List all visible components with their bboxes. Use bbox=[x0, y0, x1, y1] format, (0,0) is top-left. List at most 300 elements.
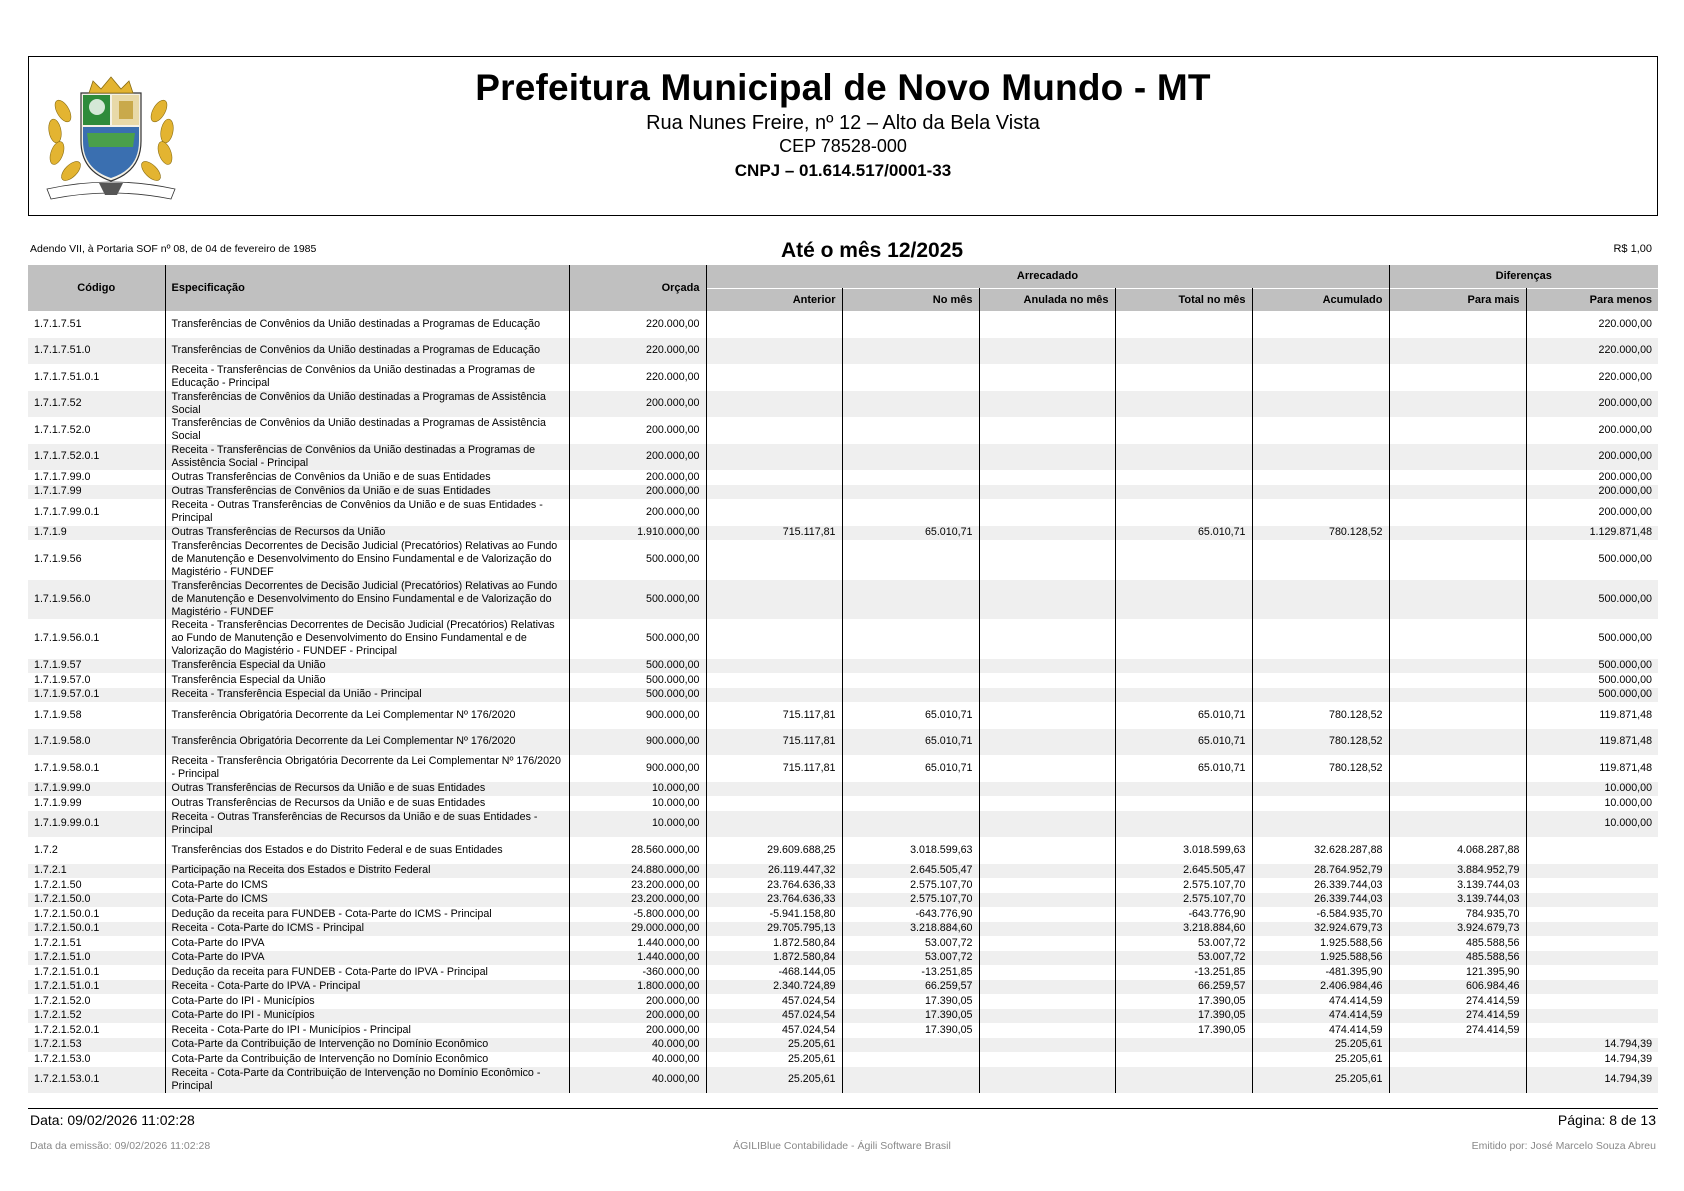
cell-codigo: 1.7.1.7.99.0.1 bbox=[34, 505, 100, 518]
cell-anterior: 715.117,81 bbox=[706, 702, 842, 729]
cell-para-menos: 1.129.871,48 bbox=[1526, 526, 1658, 541]
table-row bbox=[28, 391, 1658, 418]
cell-para-menos bbox=[1526, 907, 1658, 922]
cell-total-mes bbox=[1115, 796, 1252, 811]
cell-para-mais bbox=[1389, 470, 1526, 485]
cell-acumulado: 25.205,61 bbox=[1252, 1052, 1389, 1067]
cell-anterior bbox=[706, 782, 842, 797]
cell-anulada bbox=[979, 417, 1115, 444]
cell-codigo: 1.7.2.1.51.0 bbox=[28, 951, 165, 966]
cell-para-menos: 500.000,00 bbox=[1598, 553, 1653, 566]
cell-para-mais: 784.935,70 bbox=[1389, 907, 1526, 922]
cell-anulada bbox=[979, 540, 1115, 580]
table-row bbox=[28, 782, 1658, 797]
cell-total-mes: 2.645.505,47 bbox=[1115, 864, 1252, 879]
cell-especificacao: Outras Transferências de Convênios da União e de suas Entidades bbox=[165, 485, 569, 500]
page-number: Página: 8 de 13 bbox=[1557, 1112, 1656, 1128]
header-box bbox=[28, 56, 1658, 216]
cell-no-mes: 53.007,72 bbox=[842, 951, 979, 966]
cell-no-mes: 65.010,71 bbox=[842, 702, 979, 729]
cell-codigo: 1.7.1.9.58.0 bbox=[28, 729, 165, 756]
cell-anterior: 25.205,61 bbox=[706, 1038, 842, 1053]
cell-total-mes: 65.010,71 bbox=[1115, 526, 1252, 541]
cell-especificacao: Transferências de Convênios da União destinadas a Programas de Educação bbox=[165, 311, 569, 338]
table-row bbox=[28, 311, 1658, 338]
cell-no-mes bbox=[842, 444, 979, 471]
header-codigo: Código bbox=[28, 265, 165, 311]
cell-anulada bbox=[979, 811, 1115, 838]
cell-total-mes bbox=[1115, 364, 1252, 391]
cell-especificacao: Transferências de Convênios da União destinadas a Programas de Educação bbox=[165, 338, 569, 365]
table-row bbox=[28, 619, 1658, 659]
cell-total-mes: 2.575.107,70 bbox=[1115, 878, 1252, 893]
cell-para-mais bbox=[1389, 811, 1526, 838]
cell-acumulado: 25.205,61 bbox=[1252, 1067, 1389, 1094]
cell-anulada bbox=[979, 364, 1115, 391]
cell-especificacao: Cota-Parte do ICMS bbox=[165, 878, 569, 893]
cell-acumulado bbox=[1252, 688, 1389, 703]
cell-acumulado: 780.128,52 bbox=[1252, 702, 1389, 729]
header-para-menos: Para menos bbox=[1526, 288, 1658, 311]
period-text: Até o mês 12/2025 bbox=[780, 239, 964, 262]
cell-especificacao: Transferência Especial da União bbox=[165, 673, 569, 688]
cell-especificacao: Receita - Transferências de Convênios da União destinadas a Programas de Educação - Principal bbox=[165, 364, 569, 391]
table-row bbox=[28, 485, 1658, 500]
cell-total-mes bbox=[1115, 417, 1252, 444]
cell-acumulado bbox=[1252, 338, 1389, 365]
cell-anterior: 25.205,61 bbox=[706, 1067, 842, 1094]
cell-especificacao: Cota-Parte da Contribuição de Intervenção no Domínio Econômico bbox=[165, 1052, 569, 1067]
table-row bbox=[28, 364, 1658, 391]
cell-especificacao: Dedução da receita para FUNDEB - Cota-Parte do IPVA - Principal bbox=[165, 965, 569, 980]
cell-anulada bbox=[979, 619, 1115, 659]
cell-total-mes bbox=[1115, 1052, 1252, 1067]
cell-total-mes bbox=[1115, 659, 1252, 674]
cell-especificacao: Outras Transferências de Recursos da União e de suas Entidades bbox=[165, 796, 569, 811]
table-row bbox=[28, 811, 1658, 838]
cell-total-mes: 2.575.107,70 bbox=[1115, 893, 1252, 908]
cell-anulada bbox=[979, 391, 1115, 418]
cell-orcada: -360.000,00 bbox=[569, 965, 706, 980]
cell-especificacao: Cota-Parte do ICMS bbox=[165, 893, 569, 908]
cell-para-mais bbox=[1389, 729, 1526, 756]
cell-total-mes bbox=[1115, 688, 1252, 703]
cell-orcada: 10.000,00 bbox=[569, 782, 706, 797]
cell-para-mais bbox=[1389, 540, 1526, 580]
cell-total-mes: 17.390,05 bbox=[1115, 994, 1252, 1009]
table-row bbox=[28, 659, 1658, 674]
cell-para-mais bbox=[1389, 619, 1526, 659]
cell-no-mes: 65.010,71 bbox=[842, 729, 979, 756]
cell-anulada bbox=[979, 673, 1115, 688]
table-row bbox=[28, 864, 1658, 879]
cell-anulada bbox=[979, 1038, 1115, 1053]
cell-orcada: 1.800.000,00 bbox=[569, 980, 706, 995]
table-row bbox=[28, 470, 1658, 485]
cell-anulada bbox=[979, 893, 1115, 908]
cell-para-menos bbox=[1526, 980, 1658, 995]
cell-acumulado bbox=[1252, 311, 1389, 338]
cell-codigo: 1.7.1.9.57.0.1 bbox=[28, 688, 165, 703]
cell-para-menos: 119.871,48 bbox=[1526, 729, 1658, 756]
cell-anulada bbox=[979, 994, 1115, 1009]
cell-anterior bbox=[706, 619, 842, 659]
cell-no-mes bbox=[842, 485, 979, 500]
cell-especificacao: Receita - Transferência Obrigatória Decorrente da Lei Complementar Nº 176/2020 - Principal bbox=[165, 755, 569, 782]
cell-acumulado: 26.339.744,03 bbox=[1252, 893, 1389, 908]
cell-orcada: 29.000.000,00 bbox=[569, 922, 706, 937]
cell-para-menos: 10.000,00 bbox=[1526, 782, 1658, 797]
emitted-by: Emitido por: José Marcelo Souza Abreu bbox=[1471, 1140, 1656, 1152]
cell-para-menos bbox=[1526, 878, 1658, 893]
cell-anulada bbox=[979, 755, 1115, 782]
cell-no-mes: 65.010,71 bbox=[842, 755, 979, 782]
header-acumulado: Acumulado bbox=[1252, 288, 1389, 311]
cell-codigo: 1.7.2.1.52.0.1 bbox=[34, 1023, 100, 1036]
cell-anulada bbox=[979, 782, 1115, 797]
cell-orcada: 200.000,00 bbox=[569, 444, 706, 471]
cell-codigo: 1.7.2.1.50.0.1 bbox=[28, 922, 165, 937]
cell-orcada: -5.800.000,00 bbox=[569, 907, 706, 922]
page-title: Prefeitura Municipal de Novo Mundo - MT bbox=[475, 67, 1211, 108]
cell-anterior: 715.117,81 bbox=[706, 526, 842, 541]
cell-codigo: 1.7.1.7.51.0 bbox=[28, 338, 165, 365]
cell-acumulado: 474.414,59 bbox=[1252, 1023, 1389, 1038]
cell-codigo: 1.7.2.1.50 bbox=[34, 878, 82, 891]
cell-total-mes: 3.018.599,63 bbox=[1115, 837, 1252, 864]
cell-anterior: 1.872.580,84 bbox=[706, 936, 842, 951]
cell-anterior: 29.705.795,13 bbox=[706, 922, 842, 937]
cell-para-menos: 220.000,00 bbox=[1598, 317, 1653, 330]
table-row bbox=[28, 922, 1658, 937]
cell-no-mes: 3.218.884,60 bbox=[842, 922, 979, 937]
cell-acumulado: 25.205,61 bbox=[1252, 1038, 1389, 1053]
cell-orcada: 900.000,00 bbox=[569, 702, 706, 729]
address: Rua Nunes Freire, nº 12 – Alto da Bela Vista bbox=[646, 112, 1040, 134]
header-no-mes: No mês bbox=[842, 288, 979, 311]
cell-total-mes bbox=[1115, 485, 1252, 500]
cell-anulada bbox=[979, 729, 1115, 756]
cell-codigo: 1.7.1.9 bbox=[28, 526, 165, 541]
header-orcada: Orçada bbox=[569, 265, 706, 311]
cell-anulada bbox=[979, 878, 1115, 893]
table-row bbox=[28, 338, 1658, 365]
cell-total-mes: 17.390,05 bbox=[1115, 1023, 1252, 1038]
cell-para-mais: 3.884.952,79 bbox=[1389, 864, 1526, 879]
cell-codigo: 1.7.2.1 bbox=[28, 864, 165, 879]
cell-para-mais: 121.395,90 bbox=[1389, 965, 1526, 980]
cell-anterior bbox=[706, 338, 842, 365]
cell-anterior bbox=[706, 688, 842, 703]
cell-anterior: 2.340.724,89 bbox=[706, 980, 842, 995]
header-anterior: Anterior bbox=[706, 288, 842, 311]
cell-acumulado bbox=[1252, 470, 1389, 485]
cell-para-mais: 274.414,59 bbox=[1389, 994, 1526, 1009]
cell-orcada: 200.000,00 bbox=[569, 1023, 706, 1038]
cell-total-mes: 65.010,71 bbox=[1115, 729, 1252, 756]
cell-orcada: 200.000,00 bbox=[569, 1009, 706, 1024]
cell-anterior bbox=[706, 417, 842, 444]
cell-acumulado bbox=[1252, 673, 1389, 688]
header-diferencas: Diferenças bbox=[1389, 265, 1658, 288]
cell-acumulado: 32.628.287,88 bbox=[1252, 837, 1389, 864]
cell-total-mes: 53.007,72 bbox=[1115, 936, 1252, 951]
cell-no-mes: 2.645.505,47 bbox=[842, 864, 979, 879]
cell-total-mes: 66.259,57 bbox=[1115, 980, 1252, 995]
cell-especificacao: Receita - Outras Transferências de Convênios da União e de suas Entidades - Principal bbox=[165, 499, 569, 526]
cell-anterior bbox=[706, 391, 842, 418]
table-row bbox=[28, 688, 1658, 703]
table-row bbox=[28, 936, 1658, 951]
cell-codigo: 1.7.2.1.51.0.1 bbox=[28, 980, 165, 995]
cell-anterior: 25.205,61 bbox=[706, 1052, 842, 1067]
cell-codigo: 1.7.1.9.56.0 bbox=[28, 580, 165, 620]
cell-para-menos: 200.000,00 bbox=[1526, 485, 1658, 500]
cell-especificacao: Receita - Cota-Parte da Contribuição de Intervenção no Domínio Econômico - Principal bbox=[165, 1067, 569, 1094]
cell-orcada: 28.560.000,00 bbox=[569, 837, 706, 864]
cell-anterior: 457.024,54 bbox=[706, 1009, 842, 1024]
cell-codigo: 1.7.2.1.53.0.1 bbox=[28, 1067, 165, 1094]
cell-para-menos: 200.000,00 bbox=[1598, 470, 1653, 483]
table-row bbox=[28, 837, 1658, 864]
cell-acumulado bbox=[1252, 485, 1389, 500]
cell-anterior: 715.117,81 bbox=[706, 755, 842, 782]
table-row bbox=[28, 499, 1658, 526]
cell-para-menos: 220.000,00 bbox=[1526, 338, 1658, 365]
cell-orcada: 1.910.000,00 bbox=[569, 526, 706, 541]
cell-anterior bbox=[706, 811, 842, 838]
cell-codigo: 1.7.2.1.51.0.1 bbox=[34, 965, 100, 978]
cell-anterior: 23.764.636,33 bbox=[706, 878, 842, 893]
table-row bbox=[28, 580, 1658, 620]
cell-especificacao: Participação na Receita dos Estados e Distrito Federal bbox=[165, 864, 569, 879]
cell-anterior: 457.024,54 bbox=[706, 994, 842, 1009]
cell-codigo: 1.7.2.1.52 bbox=[28, 1009, 165, 1024]
cell-acumulado bbox=[1252, 540, 1389, 580]
cell-codigo: 1.7.2.1.53.0 bbox=[34, 1052, 91, 1065]
cell-codigo: 1.7.1.7.51 bbox=[34, 317, 82, 330]
cell-especificacao: Cota-Parte do IPVA bbox=[165, 951, 569, 966]
cell-especificacao: Cota-Parte do IPI - Municípios bbox=[165, 994, 569, 1009]
cell-anterior: -468.144,05 bbox=[706, 965, 842, 980]
table-row bbox=[28, 540, 1658, 580]
cell-anterior: 457.024,54 bbox=[706, 1023, 842, 1038]
cell-no-mes: -13.251,85 bbox=[842, 965, 979, 980]
cell-orcada: 23.200.000,00 bbox=[569, 893, 706, 908]
cell-acumulado bbox=[1252, 364, 1389, 391]
cell-para-mais bbox=[1389, 688, 1526, 703]
cell-orcada: 220.000,00 bbox=[569, 311, 706, 338]
cell-acumulado bbox=[1252, 417, 1389, 444]
cell-orcada: 200.000,00 bbox=[569, 391, 706, 418]
cell-especificacao: Receita - Transferências Decorrentes de Decisão Judicial (Precatórios) Relativas ao Fundo de Manutenção e Desenvolvimento do Ensino Fundamental e de Valorização do Magistério - FUNDEF - Principal bbox=[165, 619, 569, 659]
table-row bbox=[28, 755, 1658, 782]
cell-anulada bbox=[979, 659, 1115, 674]
cell-anterior: -5.941.158,80 bbox=[706, 907, 842, 922]
table-row bbox=[28, 796, 1658, 811]
cell-para-mais bbox=[1389, 485, 1526, 500]
cell-anterior: 23.764.636,33 bbox=[706, 893, 842, 908]
cell-codigo: 1.7.1.9.56 bbox=[34, 553, 82, 566]
cell-para-mais: 3.139.744,03 bbox=[1389, 878, 1526, 893]
cell-no-mes: 53.007,72 bbox=[842, 936, 979, 951]
cell-para-menos bbox=[1526, 922, 1658, 937]
cell-orcada: 500.000,00 bbox=[569, 619, 706, 659]
cell-acumulado: 780.128,52 bbox=[1252, 729, 1389, 756]
cell-para-menos: 14.794,39 bbox=[1526, 1067, 1658, 1094]
cell-para-menos bbox=[1526, 936, 1658, 951]
cell-no-mes: 65.010,71 bbox=[842, 526, 979, 541]
cell-para-menos: 10.000,00 bbox=[1526, 811, 1658, 838]
table-row bbox=[28, 444, 1658, 471]
cell-no-mes: 17.390,05 bbox=[842, 994, 979, 1009]
cell-especificacao: Receita - Transferência Especial da União - Principal bbox=[165, 688, 569, 703]
cell-para-mais bbox=[1389, 755, 1526, 782]
cell-anulada bbox=[979, 311, 1115, 338]
cell-orcada: 200.000,00 bbox=[569, 994, 706, 1009]
cell-anulada bbox=[979, 922, 1115, 937]
cell-total-mes bbox=[1115, 1067, 1252, 1094]
cell-orcada: 200.000,00 bbox=[569, 470, 706, 485]
cell-orcada: 200.000,00 bbox=[569, 485, 706, 500]
table-row bbox=[28, 980, 1658, 995]
cell-especificacao: Dedução da receita para FUNDEB - Cota-Parte do ICMS - Principal bbox=[165, 907, 569, 922]
cell-anterior: 26.119.447,32 bbox=[706, 864, 842, 879]
cell-anulada bbox=[979, 688, 1115, 703]
cell-no-mes bbox=[842, 417, 979, 444]
cell-acumulado: 474.414,59 bbox=[1252, 994, 1389, 1009]
cell-codigo: 1.7.2.1.51 bbox=[34, 936, 82, 949]
cell-codigo: 1.7.1.7.51.0.1 bbox=[34, 370, 100, 383]
cell-no-mes: 3.018.599,63 bbox=[842, 837, 979, 864]
cell-codigo: 1.7.2.1.50.0 bbox=[28, 893, 165, 908]
table-row bbox=[28, 673, 1658, 688]
cell-anterior bbox=[706, 470, 842, 485]
cell-especificacao: Transferências de Convênios da União destinadas a Programas de Assistência Social bbox=[165, 417, 569, 444]
table-row bbox=[28, 893, 1658, 908]
cell-para-mais bbox=[1389, 673, 1526, 688]
cell-total-mes: -13.251,85 bbox=[1115, 965, 1252, 980]
cell-para-mais bbox=[1389, 338, 1526, 365]
header-anulada: Anulada no mês bbox=[979, 288, 1115, 311]
cell-total-mes bbox=[1115, 619, 1252, 659]
cell-orcada: 220.000,00 bbox=[569, 364, 706, 391]
cell-especificacao: Cota-Parte do IPVA bbox=[165, 936, 569, 951]
cell-para-mais bbox=[1389, 391, 1526, 418]
cell-total-mes bbox=[1115, 391, 1252, 418]
cell-anterior bbox=[706, 499, 842, 526]
cell-codigo: 1.7.1.9.99.0 bbox=[28, 782, 165, 797]
cell-especificacao: Receita - Cota-Parte do IPI - Municípios - Principal bbox=[165, 1023, 569, 1038]
cell-total-mes bbox=[1115, 1038, 1252, 1053]
cell-no-mes bbox=[842, 364, 979, 391]
cell-especificacao: Transferência Obrigatória Decorrente da Lei Complementar Nº 176/2020 bbox=[165, 702, 569, 729]
software-name: ÁGILIBlue Contabilidade - Ágili Software Brasil bbox=[733, 1140, 951, 1152]
print-date: Data: 09/02/2026 11:02:28 bbox=[30, 1112, 195, 1128]
cell-acumulado bbox=[1252, 499, 1389, 526]
cell-para-menos: 200.000,00 bbox=[1598, 505, 1653, 518]
cell-para-menos: 119.871,48 bbox=[1599, 708, 1653, 721]
cell-para-mais bbox=[1389, 526, 1526, 541]
cell-para-menos: 500.000,00 bbox=[1526, 688, 1658, 703]
cell-anulada bbox=[979, 796, 1115, 811]
cell-para-menos bbox=[1526, 994, 1658, 1009]
cell-anulada bbox=[979, 864, 1115, 879]
cell-no-mes bbox=[842, 1038, 979, 1053]
cell-codigo: 1.7.1.7.99.0 bbox=[34, 470, 91, 483]
cell-para-mais: 274.414,59 bbox=[1389, 1023, 1526, 1038]
cell-codigo: 1.7.1.7.52.0.1 bbox=[28, 444, 165, 471]
cell-para-menos: 220.000,00 bbox=[1598, 370, 1653, 383]
cell-anterior bbox=[706, 540, 842, 580]
cell-especificacao: Outras Transferências de Convênios da União e de suas Entidades bbox=[165, 470, 569, 485]
cell-especificacao: Cota-Parte do IPI - Municípios bbox=[165, 1009, 569, 1024]
cell-para-menos: 500.000,00 bbox=[1598, 673, 1653, 686]
cell-codigo: 1.7.2.1.50.0.1 bbox=[34, 907, 100, 920]
cell-especificacao: Transferências de Convênios da União destinadas a Programas de Assistência Social bbox=[165, 391, 569, 418]
cell-no-mes bbox=[842, 470, 979, 485]
cell-no-mes bbox=[842, 688, 979, 703]
cell-para-mais: 3.139.744,03 bbox=[1389, 893, 1526, 908]
cell-codigo: 1.7.1.7.99 bbox=[28, 485, 165, 500]
cell-no-mes: 17.390,05 bbox=[842, 1023, 979, 1038]
cell-para-mais bbox=[1389, 796, 1526, 811]
cell-para-menos bbox=[1526, 965, 1658, 980]
cell-total-mes bbox=[1115, 673, 1252, 688]
cell-para-mais: 485.588,56 bbox=[1389, 951, 1526, 966]
cell-anulada bbox=[979, 338, 1115, 365]
cell-para-menos bbox=[1526, 951, 1658, 966]
cell-acumulado: 780.128,52 bbox=[1252, 526, 1389, 541]
cell-total-mes bbox=[1115, 782, 1252, 797]
cell-anulada bbox=[979, 936, 1115, 951]
cell-acumulado: 28.764.952,79 bbox=[1252, 864, 1389, 879]
cell-acumulado: 1.925.588,56 bbox=[1252, 936, 1389, 951]
cell-para-menos: 500.000,00 bbox=[1598, 632, 1653, 645]
cell-para-menos bbox=[1526, 837, 1658, 864]
cell-acumulado: -481.395,90 bbox=[1252, 965, 1389, 980]
cell-para-mais bbox=[1389, 417, 1526, 444]
cell-anulada bbox=[979, 1009, 1115, 1024]
cell-para-mais: 274.414,59 bbox=[1389, 1009, 1526, 1024]
cell-orcada: 200.000,00 bbox=[569, 499, 706, 526]
cell-orcada: 10.000,00 bbox=[569, 811, 706, 838]
revenue-table bbox=[28, 265, 1658, 1093]
emission-date: Data da emissão: 09/02/2026 11:02:28 bbox=[30, 1140, 211, 1152]
cep: CEP 78528-000 bbox=[779, 136, 907, 156]
table-row bbox=[28, 526, 1658, 541]
cell-total-mes bbox=[1115, 470, 1252, 485]
cell-anulada bbox=[979, 526, 1115, 541]
cell-para-menos bbox=[1526, 1023, 1658, 1038]
cell-no-mes bbox=[842, 311, 979, 338]
cell-para-menos: 200.000,00 bbox=[1598, 423, 1653, 436]
cell-no-mes bbox=[842, 1067, 979, 1094]
cell-codigo: 1.7.1.7.52.0 bbox=[34, 423, 91, 436]
cell-total-mes bbox=[1115, 499, 1252, 526]
cell-orcada: 40.000,00 bbox=[569, 1038, 706, 1053]
cell-para-mais bbox=[1389, 580, 1526, 620]
cell-no-mes bbox=[842, 811, 979, 838]
cell-acumulado: 1.925.588,56 bbox=[1252, 951, 1389, 966]
cell-acumulado: 26.339.744,03 bbox=[1252, 878, 1389, 893]
cell-total-mes bbox=[1115, 580, 1252, 620]
cell-para-mais: 4.068.287,88 bbox=[1389, 837, 1526, 864]
cell-codigo: 1.7.2.1.52.0 bbox=[34, 994, 91, 1007]
cell-especificacao: Transferências Decorrentes de Decisão Judicial (Precatórios) Relativas ao Fundo de Manutenção e Desenvolvimento do Ensino Fundamental e de Valorização do Magistério - FUNDEF bbox=[165, 580, 569, 620]
cell-acumulado bbox=[1252, 444, 1389, 471]
table-row bbox=[28, 994, 1658, 1009]
